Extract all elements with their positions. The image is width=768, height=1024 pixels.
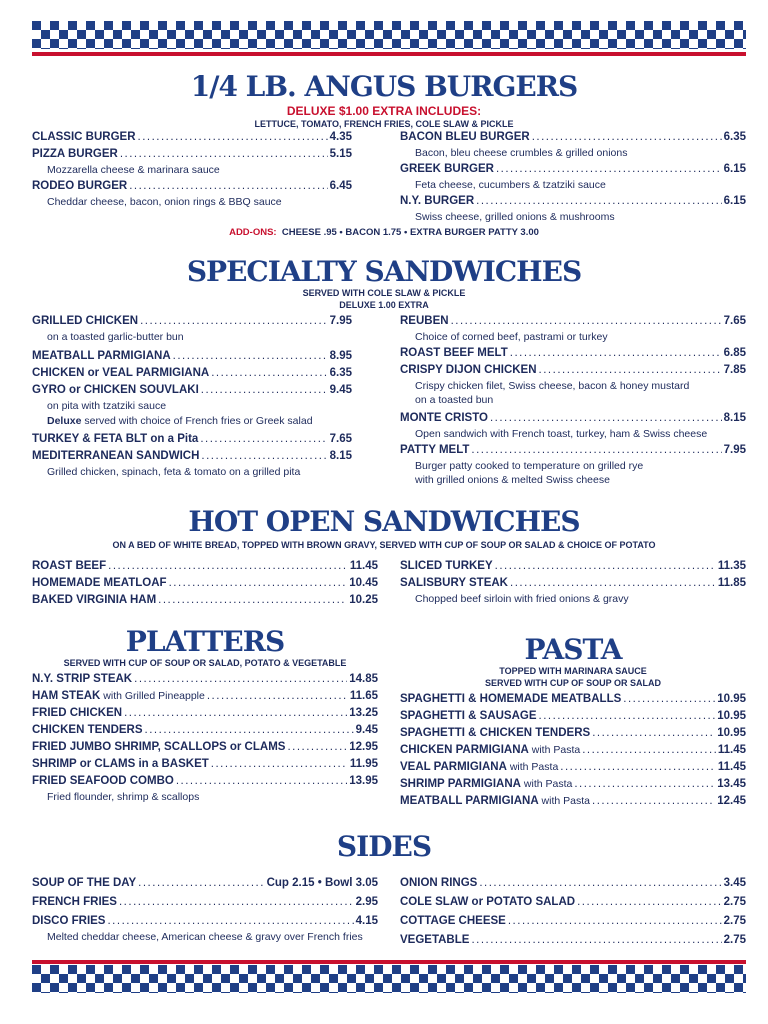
item-description: Crispy chicken filet, Swiss cheese, bacon & honey mustard — [415, 380, 690, 392]
burgers-right-column — [400, 129, 746, 225]
item-description: Open sandwich with French toast, turkey, ham & Swiss cheese — [415, 428, 708, 440]
menu-item: CHICKEN TENDERS ..... 9.45 — [32, 722, 378, 739]
red-stripe-top — [32, 52, 746, 56]
menu-item: CHICKEN or VEAL PARMIGIANA ..... 6.35 — [32, 365, 352, 382]
burgers-includes: LETTUCE, TOMATO, FRENCH FRIES, COLE SLAW & PICKLE — [254, 119, 514, 129]
item-description: Mozzarella cheese & marinara sauce — [47, 164, 220, 176]
pasta-sub2: SERVED WITH CUP OF SOUP OR SALAD — [484, 678, 662, 688]
menu-item: COTTAGE CHEESE ..... 2.75 — [400, 913, 746, 930]
menu-item: CRISPY DIJON CHICKEN ..... 7.85 — [400, 362, 746, 379]
menu-item: HOMEMADE MEATLOAF ..... 10.45 — [32, 575, 378, 592]
item-description: Burger patty cooked to temperature on grilled rye — [415, 460, 644, 472]
item-description: on a toasted garlic-butter bun — [47, 331, 184, 343]
menu-item: SLICED TURKEY ..... 11.35 — [400, 558, 746, 575]
menu-item: PIZZA BURGER ..... 5.15 — [32, 146, 352, 163]
pasta-title: PASTA — [524, 633, 622, 666]
menu-item: N.Y. STRIP STEAK ..... 14.85 — [32, 671, 378, 688]
menu-item: MEATBALL PARMIGIANA with Pasta ..... 12.45 — [400, 793, 746, 810]
menu-item: FRIED CHICKEN ..... 13.25 — [32, 705, 378, 722]
menu-item: MEATBALL PARMIGIANA ..... 8.95 — [32, 348, 352, 365]
menu-item: DISCO FRIES ..... 4.15 — [32, 913, 378, 930]
item-description: on a toasted bun — [415, 394, 494, 406]
menu-item: BACON BLEU BURGER ..... 6.35 — [400, 129, 746, 146]
menu-item: SHRIMP PARMIGIANA with Pasta ..... 13.45 — [400, 776, 746, 793]
platters-title: PLATTERS — [125, 625, 285, 658]
menu-item: ROAST BEEF MELT ..... 6.85 — [400, 345, 746, 362]
menu-item: COLE SLAW or POTATO SALAD ..... 2.75 — [400, 894, 746, 911]
menu-item: VEGETABLE ..... 2.75 — [400, 932, 746, 949]
menu-item: SPAGHETTI & SAUSAGE ..... 10.95 — [400, 708, 746, 725]
platters-column — [32, 671, 378, 805]
menu-item: MONTE CRISTO ..... 8.15 — [400, 410, 746, 427]
item-description: Melted cheddar cheese, American cheese & gravy over French fries — [47, 931, 363, 943]
menu-item: CLASSIC BURGER ..... 4.35 — [32, 129, 352, 146]
burger-addons: ADD-ONS: CHEESE .95 • BACON 1.75 • EXTRA BURGER PATTY 3.00 — [229, 227, 539, 238]
burgers-deluxe: DELUXE $1.00 EXTRA INCLUDES: — [286, 104, 482, 118]
menu-item: ROAST BEEF ..... 11.45 — [32, 558, 378, 575]
menu-item: FRIED SEAFOOD COMBO ..... 13.95 — [32, 773, 378, 790]
specialty-left-column — [32, 313, 352, 480]
item-description: Chopped beef sirloin with fried onions & gravy — [415, 593, 629, 605]
item-description: on pita with tzatziki sauce — [47, 400, 167, 412]
hot-open-title: HOT OPEN SANDWICHES — [188, 505, 580, 538]
menu-item: CHICKEN PARMIGIANA with Pasta ..... 11.45 — [400, 742, 746, 759]
hot-open-left-column — [32, 558, 378, 609]
menu-item: PATTY MELT ..... 7.95 — [400, 442, 746, 459]
item-description: Choice of corned beef, pastrami or turkey — [415, 331, 608, 343]
menu-item: GYRO or CHICKEN SOUVLAKI ..... 9.45 — [32, 382, 352, 399]
menu-item: SPAGHETTI & CHICKEN TENDERS ..... 10.95 — [400, 725, 746, 742]
menu-item: BAKED VIRGINIA HAM ..... 10.25 — [32, 592, 378, 609]
sides-right-column — [400, 875, 746, 949]
menu-item: SOUP OF THE DAY ..... Cup 2.15 • Bowl 3.05 — [32, 875, 378, 892]
menu-item: TURKEY & FETA BLT on a Pita ..... 7.65 — [32, 431, 352, 448]
specialty-deluxe: DELUXE 1.00 EXTRA — [339, 300, 429, 310]
pasta-sub1: TOPPED WITH MARINARA SAUCE — [499, 666, 647, 676]
red-stripe-bottom — [32, 960, 746, 964]
item-description: Feta cheese, cucumbers & tzatziki sauce — [415, 179, 606, 191]
menu-item: GREEK BURGER ..... 6.15 — [400, 161, 746, 178]
item-description: Swiss cheese, grilled onions & mushrooms — [415, 211, 615, 223]
checkered-border-top — [32, 21, 746, 49]
menu-item: FRENCH FRIES ..... 2.95 — [32, 894, 378, 911]
item-description: Bacon, bleu cheese crumbles & grilled onions — [415, 147, 628, 159]
specialty-title: SPECIALTY SANDWICHES — [186, 255, 582, 288]
specialty-sub: SERVED WITH COLE SLAW & PICKLE — [302, 288, 466, 298]
item-description: Grilled chicken, spinach, feta & tomato on a grilled pita — [47, 466, 301, 478]
item-description: Deluxe served with choice of French fries or Greek salad — [47, 415, 313, 427]
menu-item: SALISBURY STEAK ..... 11.85 — [400, 575, 746, 592]
item-description: Fried flounder, shrimp & scallops — [47, 791, 200, 803]
menu-item: SHRIMP or CLAMS in a BASKET ..... 11.95 — [32, 756, 378, 773]
checkered-border-bottom — [32, 965, 746, 993]
hot-open-right-column — [400, 558, 746, 607]
menu-item: ONION RINGS ..... 3.45 — [400, 875, 746, 892]
platters-sub: SERVED WITH CUP OF SOUP OR SALAD, POTATO & VEGETABLE — [63, 658, 347, 668]
menu-item: N.Y. BURGER ..... 6.15 — [400, 193, 746, 210]
menu-item: HAM STEAK with Grilled Pineapple ..... 11.65 — [32, 688, 378, 705]
item-description: Cheddar cheese, bacon, onion rings & BBQ sauce — [47, 196, 282, 208]
menu-item: FRIED JUMBO SHRIMP, SCALLOPS or CLAMS ..... 12.95 — [32, 739, 378, 756]
sides-left-column — [32, 875, 378, 945]
specialty-right-column — [400, 313, 746, 488]
item-description: with grilled onions & melted Swiss cheese — [415, 474, 610, 486]
menu-item: VEAL PARMIGIANA with Pasta ..... 11.45 — [400, 759, 746, 776]
pasta-column — [400, 691, 746, 810]
menu-item: RODEO BURGER ..... 6.45 — [32, 178, 352, 195]
burgers-title: 1/4 LB. ANGUS BURGERS — [190, 70, 578, 103]
menu-item: SPAGHETTI & HOMEMADE MEATBALLS ..... 10.95 — [400, 691, 746, 708]
menu-item: REUBEN ..... 7.65 — [400, 313, 746, 330]
hot-open-sub: ON A BED OF WHITE BREAD, TOPPED WITH BROWN GRAVY, SERVED WITH CUP OF SOUP OR SALAD & CHOICE OF POTATO — [112, 540, 656, 550]
menu-item: MEDITERRANEAN SANDWICH ..... 8.15 — [32, 448, 352, 465]
burgers-left-column — [32, 129, 352, 210]
sides-title: SIDES — [336, 830, 432, 863]
menu-item: GRILLED CHICKEN ..... 7.95 — [32, 313, 352, 330]
